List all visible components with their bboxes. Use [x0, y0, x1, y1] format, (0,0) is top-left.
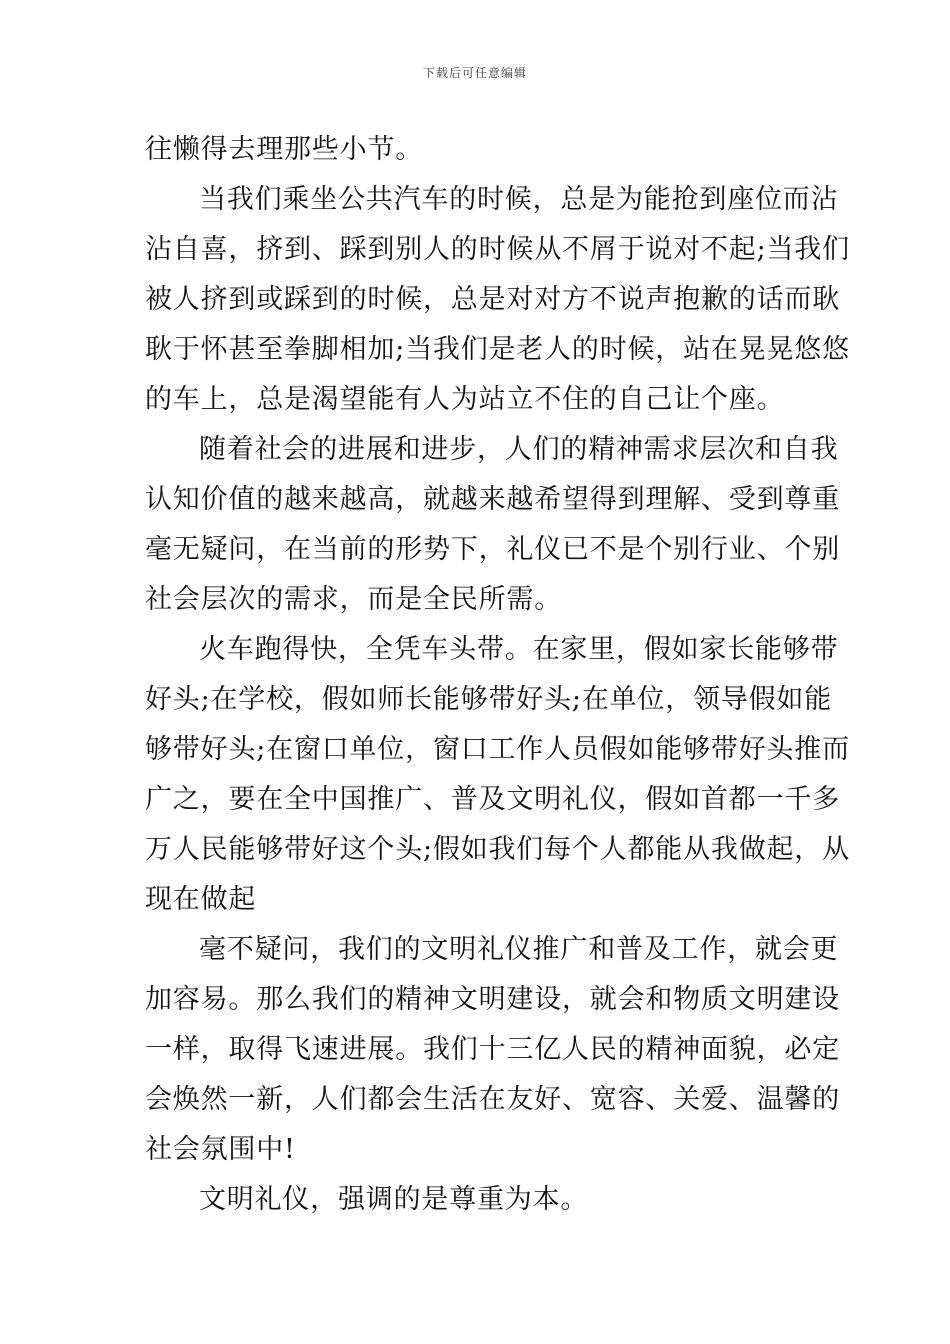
text-line: 会焕然一新，人们都会生活在友好、宽容、关爱、温馨的: [145, 1084, 840, 1115]
text-line: 毫无疑问，在当前的形势下，礼仪已不是个别行业、个别: [145, 534, 840, 565]
text-line: 万人民能够带好这个头;假如我们每个人都能从我做起，从: [145, 834, 850, 865]
text-line: 的车上，总是渴望能有人为站立不住的自己让个座。: [145, 384, 785, 415]
text-line: 耿于怀甚至拳脚相加;当我们是老人的时候，站在晃晃悠悠: [145, 334, 850, 365]
text-line: 广之，要在全中国推广、普及文明礼仪，假如首都一千多: [145, 784, 840, 815]
paragraph-start-line: 毫不疑问，我们的文明礼仪推广和普及工作，就会更: [199, 934, 839, 965]
text-line: 认知价值的越来越高，就越来越希望得到理解、受到尊重: [145, 484, 840, 515]
text-line: 一样，取得飞速进展。我们十三亿人民的精神面貌，必定: [145, 1034, 840, 1065]
text-line: 往懒得去理那些小节。: [145, 134, 423, 165]
document-body: [145, 125, 850, 1225]
paragraph-start-line: 当我们乘坐公共汽车的时候，总是为能抢到座位而沾: [199, 184, 839, 215]
text-line: 好头;在学校，假如师长能够带好头;在单位，领导假如能: [145, 684, 832, 715]
text-line: 现在做起: [145, 884, 257, 915]
text-line: 够带好头;在窗口单位，窗口工作人员假如能够带好头推而: [145, 734, 850, 765]
text-line: 加容易。那么我们的精神文明建设，就会和物质文明建设: [145, 984, 840, 1015]
text-line: 沾自喜，挤到、踩到别人的时候从不屑于说对不起;当我们: [145, 234, 850, 265]
text-line: 社会氛围中!: [145, 1134, 296, 1165]
paragraph-start-line: 文明礼仪，强调的是尊重为本。: [199, 1184, 589, 1215]
paragraph-start-line: 火车跑得快，全凭车头带。在家里，假如家长能够带: [199, 634, 839, 665]
text-line: 被人挤到或踩到的时候，总是对对方不说声抱歉的话而耿: [145, 284, 840, 315]
text-line: 社会层次的需求，而是全民所需。: [145, 584, 562, 615]
paragraph-start-line: 随着社会的进展和进步，人们的精神需求层次和自我: [199, 434, 839, 465]
page-header: 下载后可任意编辑: [422, 66, 527, 80]
